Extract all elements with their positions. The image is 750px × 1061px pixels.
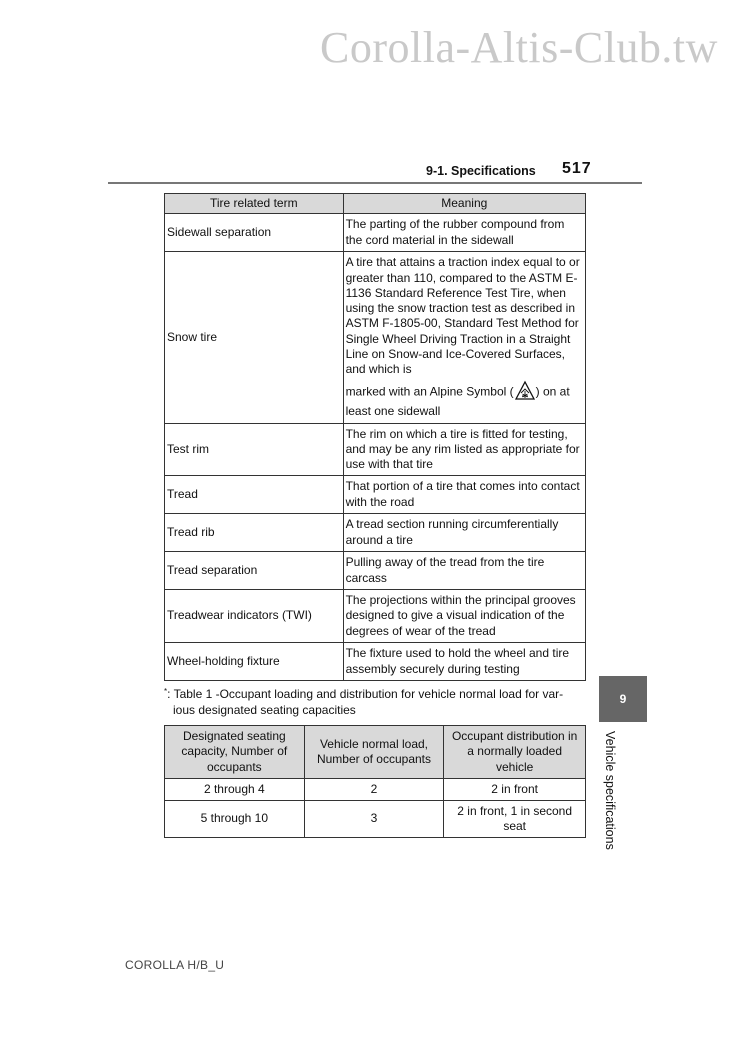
meaning-cell: The rim on which a tire is fitted for testing, and may be any rim listed as appropriate for use with that tire	[343, 424, 585, 476]
term-cell: Test rim	[165, 424, 344, 476]
table-header-row	[165, 194, 586, 214]
column-header: Designated seating capacity, Number of occupants	[165, 726, 305, 779]
meaning-text: marked with an Alpine Symbol (	[345, 384, 514, 399]
term-cell: Treadwear indicators (TWI)	[165, 590, 344, 643]
table-cell: 2	[304, 779, 444, 801]
table-cell: 2 in front, 1 in second seat	[444, 801, 586, 838]
meaning-cell: The projections within the principal grooves designed to give a visual indication of the degrees of wear of the tread	[343, 590, 585, 643]
table-row	[165, 590, 586, 643]
term-cell: Snow tire	[165, 252, 344, 424]
meaning-text: ) on at least one sidewall	[345, 384, 570, 419]
column-header: Occupant distribution in a normally loaded vehicle	[444, 726, 586, 779]
footer-model: COROLLA H/B_U	[125, 958, 225, 972]
table-row	[165, 779, 586, 801]
term-cell: Tread separation	[165, 552, 344, 590]
table-row	[165, 252, 586, 424]
table-row	[165, 801, 586, 838]
footnote	[164, 686, 586, 718]
section-title: 9-1. Specifications	[426, 164, 536, 178]
meaning-cell: That portion of a tire that comes into contact with the road	[343, 476, 585, 514]
term-cell: Wheel-holding fixture	[165, 643, 344, 681]
footnote-marker: *	[164, 687, 168, 696]
table-row	[165, 476, 586, 514]
term-cell: Sidewall separation	[165, 214, 344, 252]
column-header: Vehicle normal load, Number of occupants	[304, 726, 444, 779]
term-cell: Tread	[165, 476, 344, 514]
column-header: Tire related term	[165, 194, 344, 214]
meaning-cell: The parting of the rubber compound from the cord material in the sidewall	[343, 214, 585, 252]
footnote-text: : Table 1 -Occupant loading and distribution for vehicle normal load for var-	[167, 687, 564, 701]
table-cell: 3	[304, 801, 444, 838]
alpine-symbol-icon	[515, 380, 535, 404]
meaning-cell	[343, 252, 585, 424]
table-row	[165, 643, 586, 681]
meaning-cell: A tread section running circumferentially around a tire	[343, 514, 585, 552]
page-number: 517	[562, 160, 592, 177]
table-cell: 2 through 4	[165, 779, 305, 801]
table-row	[165, 214, 586, 252]
footnote-text: ious designated seating capacities	[173, 703, 356, 717]
chapter-label: Vehicle specifications	[603, 731, 617, 850]
chapter-tab[interactable]: 9	[599, 676, 647, 722]
tire-terms-table	[164, 193, 586, 681]
term-cell: Tread rib	[165, 514, 344, 552]
column-header: Meaning	[343, 194, 585, 214]
table-row	[165, 424, 586, 476]
occupant-load-table	[164, 725, 586, 838]
meaning-cell: The fixture used to hold the wheel and tire assembly securely during testing	[343, 643, 585, 681]
table-header-row	[165, 726, 586, 779]
watermark: Corolla-Altis-Club.tw	[320, 23, 718, 72]
table-row	[165, 552, 586, 590]
meaning-text: A tire that attains a traction index equal to or greater than 110, compared to the ASTM E-1136 Standard Reference Test Tire, when using the snow traction test as described in ASTM F-1805-00, Standard Test Method for Single Wheel Driving Traction in a Straight Line on Snow-and Ice-Covered Surfaces, and which is	[345, 255, 580, 376]
table-cell: 2 in front	[444, 779, 586, 801]
table-row	[165, 514, 586, 552]
header-rule	[108, 182, 642, 184]
table-cell: 5 through 10	[165, 801, 305, 838]
meaning-cell: Pulling away of the tread from the tire carcass	[343, 552, 585, 590]
